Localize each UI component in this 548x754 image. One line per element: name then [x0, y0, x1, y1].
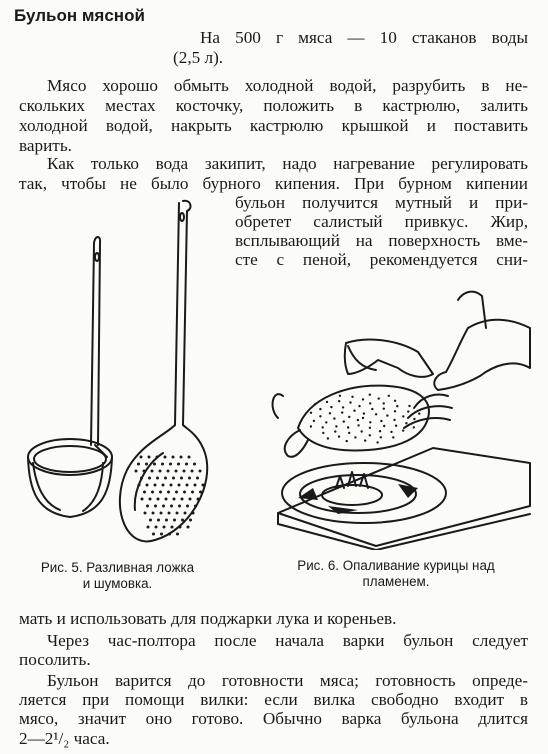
skimmer-hole [186, 484, 189, 487]
chicken-skin-dot [383, 408, 385, 410]
skimmer-hole [176, 512, 179, 515]
skimmer-hole [147, 526, 150, 529]
chicken-skin-dot [314, 403, 316, 405]
skimmer-hole [144, 512, 147, 515]
skimmer-hole [143, 470, 146, 473]
chicken-skin-dot [369, 421, 371, 423]
skimmer-hole [151, 470, 154, 473]
chicken-skin-dot [330, 406, 332, 408]
skimmer-hole [162, 484, 165, 487]
skimmer-hole [189, 519, 192, 522]
skimmer-hole [185, 463, 188, 466]
chicken-skin-dot [343, 420, 345, 422]
skimmer-hole [180, 477, 183, 480]
chicken-skin-dot [386, 414, 388, 416]
chicken-skin-dot [326, 401, 328, 403]
skimmer-hole [194, 484, 197, 487]
skimmer-hole [138, 484, 141, 487]
chicken-skin-dot [408, 405, 410, 407]
chicken-skin-dot [348, 432, 350, 434]
skimmer-hole [178, 505, 181, 508]
chicken-skin-dot [402, 429, 404, 431]
chicken-skin-dot [388, 395, 390, 397]
recipe-title: Бульон мясной [14, 6, 145, 25]
chicken-skin-dot [329, 412, 331, 414]
skimmer-hole [202, 484, 205, 487]
skimmer-hole [160, 512, 163, 515]
chicken-skin-dot [418, 412, 420, 414]
skimmer-hole [186, 505, 189, 508]
skimmer-hole [188, 477, 191, 480]
figure6-caption-line-2: пламенем. [362, 574, 430, 589]
chicken-skin-dot [347, 426, 349, 428]
chicken-skin-dot [394, 410, 396, 412]
para3-line-1: Через час-полтора после начала варки бульон следует [47, 631, 528, 650]
figure5-caption [15, 560, 220, 592]
skimmer-hole [167, 491, 170, 494]
chicken-skin-dot [378, 397, 380, 399]
skimmer-hole [178, 484, 181, 487]
chicken-skin-dot [363, 412, 365, 414]
skimmer-hole [170, 505, 173, 508]
skimmer-hole [179, 526, 182, 529]
chicken-skin-dot [353, 410, 355, 412]
chicken-skin-dot [351, 396, 353, 398]
chicken-skin-dot [357, 424, 359, 426]
para2-line-1: Как только вода закипит, надо нагревание регулировать [47, 154, 528, 173]
chicken-skin-dot [341, 411, 343, 413]
skimmer-hole [151, 491, 154, 494]
para1-line-2: скольких местах косточку, положить в кастрюлю, залить [19, 96, 528, 115]
chicken-skin-dot [310, 425, 312, 427]
chicken-skin-dot [319, 415, 321, 417]
skimmer-hole [175, 470, 178, 473]
para4-line-2: ляется при помощи вилки: если вилка свободно входит в [19, 690, 528, 709]
para4-line-1: Бульон варится до готовности мяса; готовность опреде- [47, 671, 528, 690]
skimmer-hole [154, 505, 157, 508]
chicken-skin-dot [405, 422, 407, 424]
skimmer-hole [199, 491, 202, 494]
skimmer-hole [152, 512, 155, 515]
skimmer-hole [148, 477, 151, 480]
chicken-skin-dot [361, 430, 363, 432]
skimmer-hole [140, 456, 143, 459]
chicken-skin-dot [369, 434, 371, 436]
chicken-skin-dot [392, 436, 394, 438]
skimmer-hole [167, 470, 170, 473]
skimmer-hole [181, 519, 184, 522]
chicken-skin-dot [310, 412, 312, 414]
ladle-and-skimmer-illustration [15, 195, 230, 555]
chicken-skin-dot [362, 417, 364, 419]
skimmer-hole [183, 470, 186, 473]
skimmer-hole [193, 463, 196, 466]
skimmer-hole [164, 477, 167, 480]
chicken-skin-dot [395, 425, 397, 427]
chicken-skin-dot [335, 425, 337, 427]
para4-line-3: мясо, значит оно готово. Обычно варка бульона длится [19, 709, 528, 728]
chicken-skin-dot [339, 395, 341, 397]
skimmer-hole [163, 526, 166, 529]
chicken-skin-dot [371, 408, 373, 410]
skimmer-hole [143, 491, 146, 494]
skimmer-hole [164, 456, 167, 459]
skimmer-hole [196, 477, 199, 480]
chicken-skin-dot [338, 435, 340, 437]
chicken-skin-dot [362, 398, 364, 400]
skimmer-hole [183, 491, 186, 494]
chicken-skin-dot [322, 432, 324, 434]
skimmer-hole [175, 491, 178, 494]
chicken-skin-dot [357, 419, 359, 421]
chicken-skin-dot [354, 436, 356, 438]
skimmer-hole [170, 484, 173, 487]
chicken-skin-dot [413, 426, 415, 428]
skimmer-hole [162, 505, 165, 508]
skimmer-hole [188, 456, 191, 459]
skimmer-hole [137, 463, 140, 466]
skimmer-hole [180, 456, 183, 459]
skimmer-hole [199, 470, 202, 473]
chicken-skin-dot [390, 431, 392, 433]
skimmer-hole [153, 463, 156, 466]
skimmer-hole [149, 498, 152, 501]
chicken-skin-dot [349, 401, 351, 403]
skimmer-hole [168, 533, 171, 536]
chicken-skin-dot [383, 402, 385, 404]
chicken-skin-dot [334, 430, 336, 432]
chicken-skin-dot [358, 405, 360, 407]
skimmer-hole [156, 477, 159, 480]
skimmer-hole [161, 463, 164, 466]
chicken-skin-dot [380, 436, 382, 438]
chicken-skin-dot [376, 441, 378, 443]
para4-line-4: 2—2¹/₂ часа. [19, 729, 110, 748]
figure6-caption-line-1: Рис. 6. Опаливание курицы над [297, 558, 495, 573]
skimmer-hole [165, 498, 168, 501]
para2-end-line: мать и использовать для поджарки лука и кореньев. [19, 609, 397, 628]
singeing-chicken-over-flame-illustration [258, 288, 534, 550]
skimmer-hole [149, 519, 152, 522]
skimmer-hole [135, 470, 138, 473]
chicken-skin-dot [393, 419, 395, 421]
chicken-skin-dot [325, 421, 327, 423]
ratio-line-1: На 500 г мяса — 10 стаканов воды [200, 28, 528, 47]
skimmer-hole [172, 477, 175, 480]
skimmer-hole [172, 456, 175, 459]
skimmer-hole [176, 533, 179, 536]
figure5-caption-line-2: и шумовка. [82, 576, 153, 591]
skimmer-hole [146, 505, 149, 508]
chicken-skin-dot [322, 426, 324, 428]
skimmer-hole [146, 484, 149, 487]
skimmer-hole [187, 526, 190, 529]
skimmer-hole [168, 512, 171, 515]
chicken-skin-dot [402, 415, 404, 417]
skimmer-hole [141, 498, 144, 501]
skimmer-hole [177, 463, 180, 466]
chicken-skin-dot [369, 427, 371, 429]
skimmer-hole [173, 519, 176, 522]
chicken-skin-dot [369, 394, 371, 396]
skimmer-hole [159, 491, 162, 494]
skimmer-hole [171, 526, 174, 529]
figure5-caption-line-1: Рис. 5. Разливная ложка [40, 560, 195, 575]
figure6-caption [258, 558, 534, 590]
chicken-skin-dot [327, 437, 329, 439]
skimmer-hole [156, 456, 159, 459]
chicken-skin-dot [407, 410, 409, 412]
skimmer-hole [194, 505, 197, 508]
para1-line-3: холодной водой, накрыть кастрюлю крышкой и поставить [19, 116, 528, 135]
chicken-skin-dot [375, 413, 377, 415]
ratio-line-2: (2,5 л). [173, 48, 224, 67]
skimmer-hole [173, 498, 176, 501]
skimmer-hole [145, 463, 148, 466]
chicken-skin-dot [313, 420, 315, 422]
skimmer-hole [152, 533, 155, 536]
skimmer-hole [157, 498, 160, 501]
skimmer-hole [184, 512, 187, 515]
chicken-skin-dot [413, 418, 415, 420]
para3-line-2: посолить. [19, 650, 91, 669]
chicken-skin-dot [383, 425, 385, 427]
skimmer-hole [165, 519, 168, 522]
chicken-skin-dot [369, 402, 371, 404]
skimmer-hole [191, 470, 194, 473]
chicken-skin-dot [364, 439, 366, 441]
skimmer-hole [189, 498, 192, 501]
chicken-skin-dot [396, 405, 398, 407]
skimmer-hole [155, 526, 158, 529]
para2-narrow-line-4: сте с пеной, рекомендуется сни- [235, 250, 528, 269]
skimmer-hole [192, 512, 195, 515]
skimmer-hole [169, 463, 172, 466]
chicken-skin-dot [348, 416, 350, 418]
skimmer-hole [140, 477, 143, 480]
para2-narrow-line-3: всплывающий на поверхность вме- [235, 231, 528, 250]
para2-narrow-line-1: бульон получится мутный и при- [235, 193, 528, 212]
skimmer-hole [157, 519, 160, 522]
skimmer-hole [159, 470, 162, 473]
para2-narrow-line-2: обретет салистый привкус. Жир, [235, 212, 528, 231]
chicken-skin-dot [319, 408, 321, 410]
chicken-skin-dot [338, 400, 340, 402]
chicken-skin-dot [333, 417, 335, 419]
chicken-skin-dot [380, 420, 382, 422]
chicken-skin-dot [342, 406, 344, 408]
para1-line-1: Мясо хорошо обмыть холодной водой, разрубить в не- [47, 76, 528, 95]
skimmer-hole [197, 498, 200, 501]
skimmer-hole [160, 533, 163, 536]
skimmer-hole [154, 484, 157, 487]
skimmer-hole [181, 498, 184, 501]
para1-line-4: варить. [19, 136, 72, 155]
skimmer-hole [191, 491, 194, 494]
chicken-skin-dot [379, 430, 381, 432]
chicken-skin-dot [394, 400, 396, 402]
para2-line-2: так, чтобы не было бурного кипения. При бурном кипении [19, 174, 528, 193]
chicken-skin-dot [346, 440, 348, 442]
skimmer-hole [148, 456, 151, 459]
